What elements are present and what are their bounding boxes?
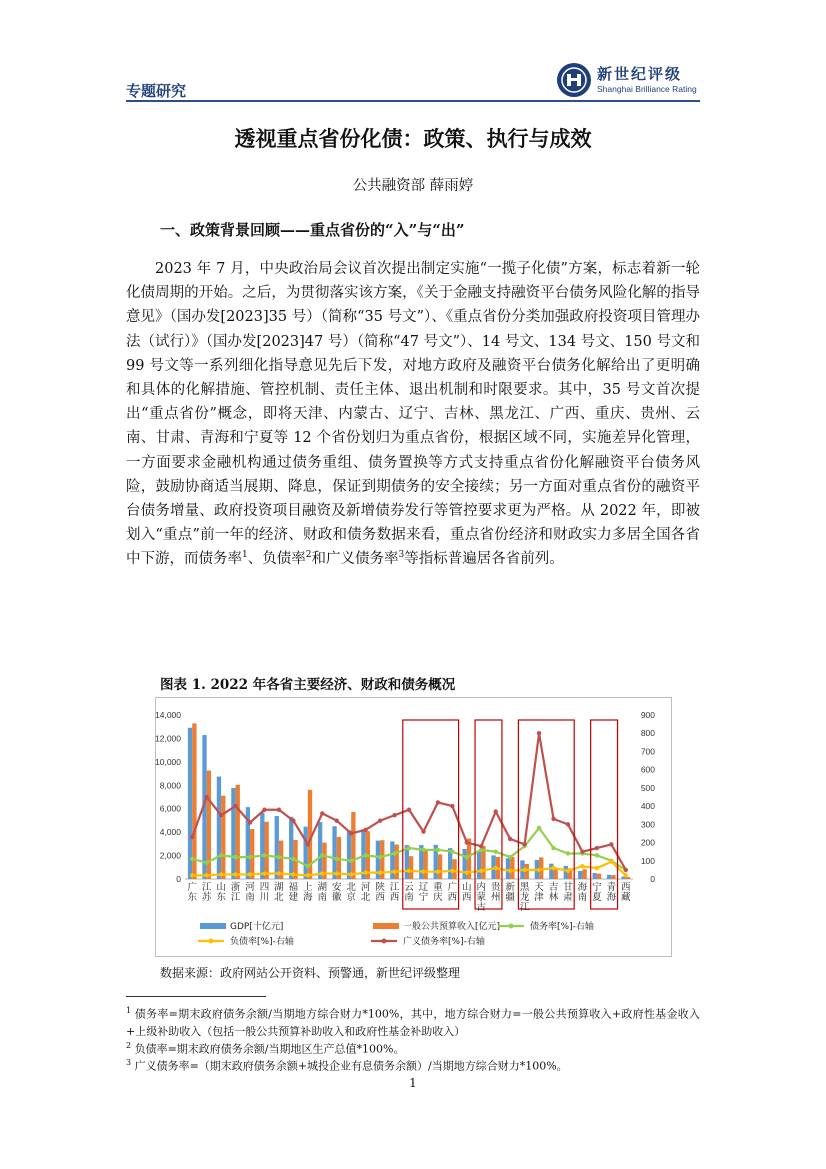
legend-label: 债务率[%]-右轴 bbox=[530, 922, 594, 932]
bar-gdp bbox=[607, 875, 611, 879]
left-tick-label: 12,000 bbox=[155, 733, 181, 744]
paragraph-text-3: 和广义债务率 bbox=[311, 551, 399, 568]
series-point-1 bbox=[277, 871, 281, 875]
author-line: 公共融资部 薛雨婷 bbox=[352, 178, 474, 194]
bar-gdp bbox=[289, 817, 293, 879]
category-label: 山 bbox=[462, 882, 472, 893]
left-tick-label: 0 bbox=[176, 874, 181, 884]
paragraph-text-4: 等指标普遍居各省前列。 bbox=[404, 551, 564, 568]
series-point-1 bbox=[537, 868, 541, 872]
bar-gdp bbox=[477, 852, 481, 879]
series-point-1 bbox=[291, 872, 295, 876]
series-point-0 bbox=[392, 851, 396, 855]
category-label: 西 bbox=[375, 892, 385, 903]
bar-gdp bbox=[332, 826, 336, 879]
section-label: 专题研究 bbox=[126, 82, 187, 100]
series-point-1 bbox=[508, 869, 512, 873]
left-tick-label: 10,000 bbox=[155, 756, 181, 767]
bar-revenue bbox=[438, 854, 442, 879]
category-label: 西 bbox=[621, 882, 631, 893]
series-point-0 bbox=[407, 846, 411, 850]
legend-marker bbox=[382, 939, 387, 944]
right-tick-label: 200 bbox=[640, 837, 655, 848]
right-tick-label: 800 bbox=[640, 728, 655, 739]
category-label: 津 bbox=[534, 892, 544, 903]
page-number: 1 bbox=[409, 1076, 417, 1090]
series-point-1 bbox=[479, 869, 483, 873]
category-label: 北 bbox=[274, 892, 284, 903]
series-point-0 bbox=[219, 853, 223, 857]
header-rule bbox=[126, 100, 700, 102]
category-label: 内 bbox=[476, 882, 487, 893]
category-label: 藏 bbox=[621, 892, 631, 903]
left-tick-label: 4,000 bbox=[159, 827, 181, 838]
category-label: 黑 bbox=[519, 882, 530, 893]
bar-revenue bbox=[582, 869, 586, 879]
series-point-2 bbox=[508, 837, 512, 841]
left-tick-label: 2,000 bbox=[159, 850, 181, 861]
category-label: 江 bbox=[230, 892, 241, 903]
series-point-0 bbox=[421, 848, 425, 852]
series-point-0 bbox=[277, 855, 281, 859]
bar-gdp bbox=[578, 871, 582, 879]
series-point-1 bbox=[407, 869, 411, 873]
category-label: 云 bbox=[404, 882, 414, 893]
right-tick-label: 900 bbox=[640, 710, 655, 720]
series-point-2 bbox=[306, 842, 310, 846]
series-point-2 bbox=[291, 818, 295, 822]
series-point-1 bbox=[522, 868, 526, 872]
series-point-0 bbox=[566, 851, 570, 855]
series-point-0 bbox=[306, 864, 310, 868]
series-point-1 bbox=[392, 870, 396, 874]
legend-label: 一般公共预算收入[亿元] bbox=[403, 922, 501, 932]
category-label: 江 bbox=[201, 882, 212, 893]
series-point-2 bbox=[190, 835, 194, 839]
category-label: 徽 bbox=[331, 892, 342, 903]
series-point-1 bbox=[566, 869, 570, 873]
right-tick-label: 0 bbox=[650, 874, 655, 884]
series-point-0 bbox=[262, 853, 266, 857]
category-label: 四 bbox=[259, 882, 270, 893]
series-point-1 bbox=[248, 872, 252, 876]
category-label: 西 bbox=[447, 892, 458, 903]
series-point-1 bbox=[335, 871, 339, 875]
category-label: 陕 bbox=[375, 882, 385, 893]
category-label: 浙 bbox=[230, 882, 241, 893]
series-point-1 bbox=[262, 871, 266, 875]
category-label: 贵 bbox=[490, 882, 501, 893]
section-heading: 一、政策背景回顾——重点省份的“入”与“出” bbox=[160, 221, 465, 239]
body-paragraph bbox=[126, 257, 700, 572]
category-label: 湖 bbox=[274, 882, 284, 893]
bar-revenue bbox=[192, 723, 196, 879]
legend-swatch bbox=[200, 923, 226, 929]
bar-revenue bbox=[423, 849, 427, 879]
series-point-2 bbox=[436, 800, 440, 804]
category-label: 林 bbox=[548, 892, 559, 903]
series-point-1 bbox=[378, 870, 382, 874]
series-point-2 bbox=[335, 818, 339, 822]
series-point-2 bbox=[407, 808, 411, 812]
right-tick-label: 100 bbox=[640, 855, 655, 866]
category-label: 东 bbox=[187, 892, 197, 903]
footnote-num: 3 bbox=[126, 1058, 132, 1067]
series-point-0 bbox=[551, 846, 555, 850]
category-label: 北 bbox=[360, 892, 371, 903]
series-point-2 bbox=[595, 846, 599, 850]
category-label: 夏 bbox=[592, 892, 602, 903]
series-point-2 bbox=[219, 813, 223, 817]
category-label: 吉 bbox=[548, 882, 559, 893]
category-label: 北 bbox=[346, 882, 356, 893]
series-point-1 bbox=[320, 871, 324, 875]
series-point-1 bbox=[595, 866, 599, 870]
category-label: 东 bbox=[216, 892, 226, 903]
series-point-0 bbox=[494, 849, 498, 853]
logo-emblem-icon bbox=[555, 61, 593, 99]
legend-label: 负债率[%]-右轴 bbox=[230, 937, 294, 947]
series-point-0 bbox=[248, 855, 252, 859]
series-point-1 bbox=[190, 873, 194, 877]
category-label: 甘 bbox=[563, 882, 573, 893]
footnote-1 bbox=[126, 1002, 700, 1040]
economy-debt-chart bbox=[155, 697, 672, 957]
category-label: 建 bbox=[288, 892, 299, 903]
series-point-2 bbox=[465, 840, 469, 844]
bar-revenue bbox=[351, 812, 355, 879]
legend-marker bbox=[209, 939, 214, 944]
bar-gdp bbox=[506, 858, 510, 879]
footnote-num: 2 bbox=[126, 1041, 132, 1050]
series-point-0 bbox=[436, 848, 440, 852]
series-point-2 bbox=[522, 842, 526, 846]
series-point-1 bbox=[624, 873, 628, 877]
series-point-2 bbox=[363, 828, 367, 832]
series-point-0 bbox=[233, 855, 237, 859]
paragraph-text-1: 2023 年 7 月，中央政治局会议首次提出制定实施“一揽子化债”方案，标志着新一轮化债周期的开始。之后，为贯彻落实该方案，《关于金融支持融资平台债务风险化解的指导意见》（国办发[2023]35 号）（简称“35 号文”）、《重点省份分类加强政府投资项目管理办法（试行）》（国办发[2023]47 号）（简称“47 号文”）、14 号文、134 号文、150 号文和 99 号文等一系列细化指导意见先后下发，对地方政府及融资平台债务化解给出了更明确和具体的化解措施、管控机制、责任主体、退出机制和时限要求。其中，35 号文首次提出“重点省份”概念，即将天津、内蒙古、辽宁、吉林、黑龙江、广西、重庆、贵州、云南、甘肃、青海和宁夏等 12 个省份划归为重点省份，根据区域不同，实施差异化管理，一方面要求金融机构通过债务重组、债务置换等方式支持重点省份化解融资平台债务风险，鼓励协商适当展期、降息，保证到期债务的安全接续；另一方面对重点省份的融资平台债务增量、政府投资项目融资及新增债券发行等管控要求更为严格。从 2022 年，即被划入“重点”前一年的经济、财政和债务数据来看，重点省份经济和财政实力多居全国各省中下游，而债务率 bbox=[126, 261, 700, 568]
category-label: 南 bbox=[404, 892, 414, 903]
category-label: 苏 bbox=[201, 892, 212, 903]
right-tick-label: 700 bbox=[640, 746, 655, 757]
page-title: 透视重点省份化债：政策、执行与成效 bbox=[234, 127, 592, 151]
series-point-1 bbox=[580, 864, 584, 868]
footnote-divider bbox=[126, 996, 266, 997]
series-point-2 bbox=[479, 844, 483, 848]
series-point-1 bbox=[465, 870, 469, 874]
bar-gdp bbox=[217, 777, 221, 879]
bar-revenue bbox=[597, 874, 601, 879]
footnote-3 bbox=[126, 1054, 700, 1075]
category-label: 海 bbox=[577, 882, 588, 893]
series-point-1 bbox=[349, 872, 353, 876]
footnote-ref-2: 2 bbox=[305, 550, 312, 561]
series-point-0 bbox=[465, 855, 469, 859]
category-label: 湖 bbox=[317, 882, 328, 893]
series-point-1 bbox=[204, 873, 208, 877]
right-tick-label: 500 bbox=[640, 782, 655, 793]
series-point-2 bbox=[580, 849, 584, 853]
legend-label: 广义债务率[%]-右轴 bbox=[403, 937, 485, 947]
category-label: 海 bbox=[606, 892, 617, 903]
footnote-ref-1: 1 bbox=[242, 550, 248, 561]
category-label: 重 bbox=[433, 882, 443, 893]
category-label: 海 bbox=[303, 892, 313, 903]
series-point-0 bbox=[363, 853, 367, 857]
category-label: 宁 bbox=[592, 882, 602, 893]
bar-revenue bbox=[250, 829, 254, 879]
bar-gdp bbox=[188, 728, 192, 879]
bar-gdp bbox=[347, 830, 351, 879]
category-label: 西 bbox=[389, 892, 400, 903]
bar-gdp bbox=[318, 822, 322, 879]
series-point-2 bbox=[494, 809, 498, 813]
category-label: 上 bbox=[303, 882, 313, 893]
series-point-2 bbox=[378, 818, 382, 822]
category-label: 宁 bbox=[418, 892, 429, 903]
series-point-0 bbox=[349, 859, 353, 863]
right-tick-label: 400 bbox=[640, 801, 655, 812]
category-label: 西 bbox=[462, 892, 472, 903]
bar-gdp bbox=[260, 813, 264, 879]
series-point-2 bbox=[551, 817, 555, 821]
series-point-2 bbox=[233, 804, 237, 808]
series-point-0 bbox=[508, 855, 512, 859]
legend-marker bbox=[509, 924, 514, 929]
right-tick-label: 600 bbox=[640, 764, 655, 775]
series-point-1 bbox=[219, 872, 223, 876]
category-label: 山 bbox=[216, 882, 226, 893]
left-tick-label: 6,000 bbox=[159, 803, 181, 814]
series-point-1 bbox=[436, 870, 440, 874]
bar-revenue bbox=[236, 785, 240, 879]
footnote-text: 广义债务率=（期末政府债务余额+城投企业有息债务余额）/当期地方综合财力*100%。 bbox=[134, 1059, 568, 1073]
paragraph-text-2: 、负债率 bbox=[247, 551, 306, 568]
bar-revenue bbox=[510, 857, 514, 879]
series-point-2 bbox=[537, 731, 541, 735]
series-point-2 bbox=[392, 813, 396, 817]
category-label: 龙 bbox=[519, 892, 530, 903]
brand-logo bbox=[555, 61, 700, 99]
series-point-0 bbox=[537, 826, 541, 830]
bar-gdp bbox=[304, 827, 308, 879]
category-label: 青 bbox=[606, 882, 617, 893]
bar-gdp bbox=[593, 873, 597, 879]
left-tick-label: 8,000 bbox=[159, 780, 181, 791]
series-point-2 bbox=[421, 829, 425, 833]
category-label: 江 bbox=[519, 902, 530, 913]
series-point-2 bbox=[624, 868, 628, 872]
series-point-0 bbox=[190, 857, 194, 861]
bar-revenue bbox=[264, 822, 268, 879]
series-point-1 bbox=[609, 859, 613, 863]
series-point-2 bbox=[609, 842, 613, 846]
series-point-2 bbox=[248, 820, 252, 824]
series-point-2 bbox=[320, 811, 324, 815]
category-label: 福 bbox=[288, 882, 299, 893]
category-label: 新 bbox=[505, 882, 515, 893]
category-label: 南 bbox=[317, 892, 328, 903]
category-label: 河 bbox=[245, 882, 255, 893]
series-point-1 bbox=[494, 866, 498, 870]
category-label: 南 bbox=[577, 892, 588, 903]
category-label: 天 bbox=[534, 882, 544, 893]
bar-revenue bbox=[395, 844, 399, 879]
footnote-num: 1 bbox=[126, 1006, 132, 1015]
category-label: 京 bbox=[346, 892, 356, 903]
category-label: 河 bbox=[360, 882, 371, 893]
logo-text-en: Shanghai Brilliance Rating bbox=[597, 84, 697, 94]
category-label: 州 bbox=[490, 892, 501, 903]
series-point-0 bbox=[595, 853, 599, 857]
category-label: 安 bbox=[331, 882, 342, 893]
series-point-0 bbox=[335, 857, 339, 861]
footnote-ref-3: 3 bbox=[398, 550, 405, 561]
series-point-0 bbox=[291, 857, 295, 861]
category-label: 广 bbox=[187, 882, 197, 893]
category-label: 广 bbox=[447, 882, 458, 893]
category-label: 川 bbox=[259, 892, 270, 903]
series-point-1 bbox=[450, 869, 454, 873]
category-label: 古 bbox=[476, 902, 487, 913]
category-label: 南 bbox=[245, 892, 255, 903]
series-point-2 bbox=[262, 808, 266, 812]
category-label: 疆 bbox=[505, 892, 515, 903]
bar-revenue bbox=[221, 796, 225, 879]
data-source: 数据来源：政府网站公开资料、预警通，新世纪评级整理 bbox=[160, 966, 461, 980]
bar-revenue bbox=[611, 875, 615, 879]
bar-gdp bbox=[275, 816, 279, 879]
right-tick-label: 300 bbox=[640, 819, 655, 830]
footnote-text: 债务率=期末政府债务余额/当期地方综合财力*100%，其中，地方综合财力=一般公共预算收入+政府性基金收入+上级补助收入（包括一般公共预算补助收入和政府性基金补助收入） bbox=[126, 1007, 700, 1038]
series-point-1 bbox=[306, 873, 310, 877]
series-point-0 bbox=[378, 855, 382, 859]
series-point-2 bbox=[450, 804, 454, 808]
bar-revenue bbox=[409, 856, 413, 879]
series-point-0 bbox=[204, 860, 208, 864]
series-point-2 bbox=[349, 831, 353, 835]
series-point-0 bbox=[320, 853, 324, 857]
category-label: 肃 bbox=[563, 892, 573, 903]
series-point-1 bbox=[233, 872, 237, 876]
footnote-text: 负债率=期末政府债务余额/当期地区生产总值*100%。 bbox=[134, 1042, 405, 1056]
bar-gdp bbox=[231, 788, 235, 879]
left-tick-label: 14,000 bbox=[155, 710, 181, 720]
bar-revenue bbox=[554, 869, 558, 879]
category-label: 江 bbox=[389, 882, 400, 893]
legend-swatch bbox=[373, 923, 399, 929]
series-point-2 bbox=[277, 808, 281, 812]
series-point-1 bbox=[421, 870, 425, 874]
figure-title: 图表 1. 2022 年各省主要经济、财政和债务概况 bbox=[160, 677, 456, 693]
legend-label: GDP[十亿元] bbox=[230, 922, 284, 932]
series-point-2 bbox=[204, 795, 208, 799]
category-label: 辽 bbox=[418, 882, 429, 893]
series-point-1 bbox=[363, 870, 367, 874]
series-point-1 bbox=[551, 866, 555, 870]
category-label: 蒙 bbox=[476, 892, 487, 903]
series-point-0 bbox=[450, 849, 454, 853]
logo-text-cn: 新世纪评级 bbox=[597, 65, 683, 83]
series-point-2 bbox=[566, 822, 570, 826]
category-label: 庆 bbox=[433, 892, 443, 903]
